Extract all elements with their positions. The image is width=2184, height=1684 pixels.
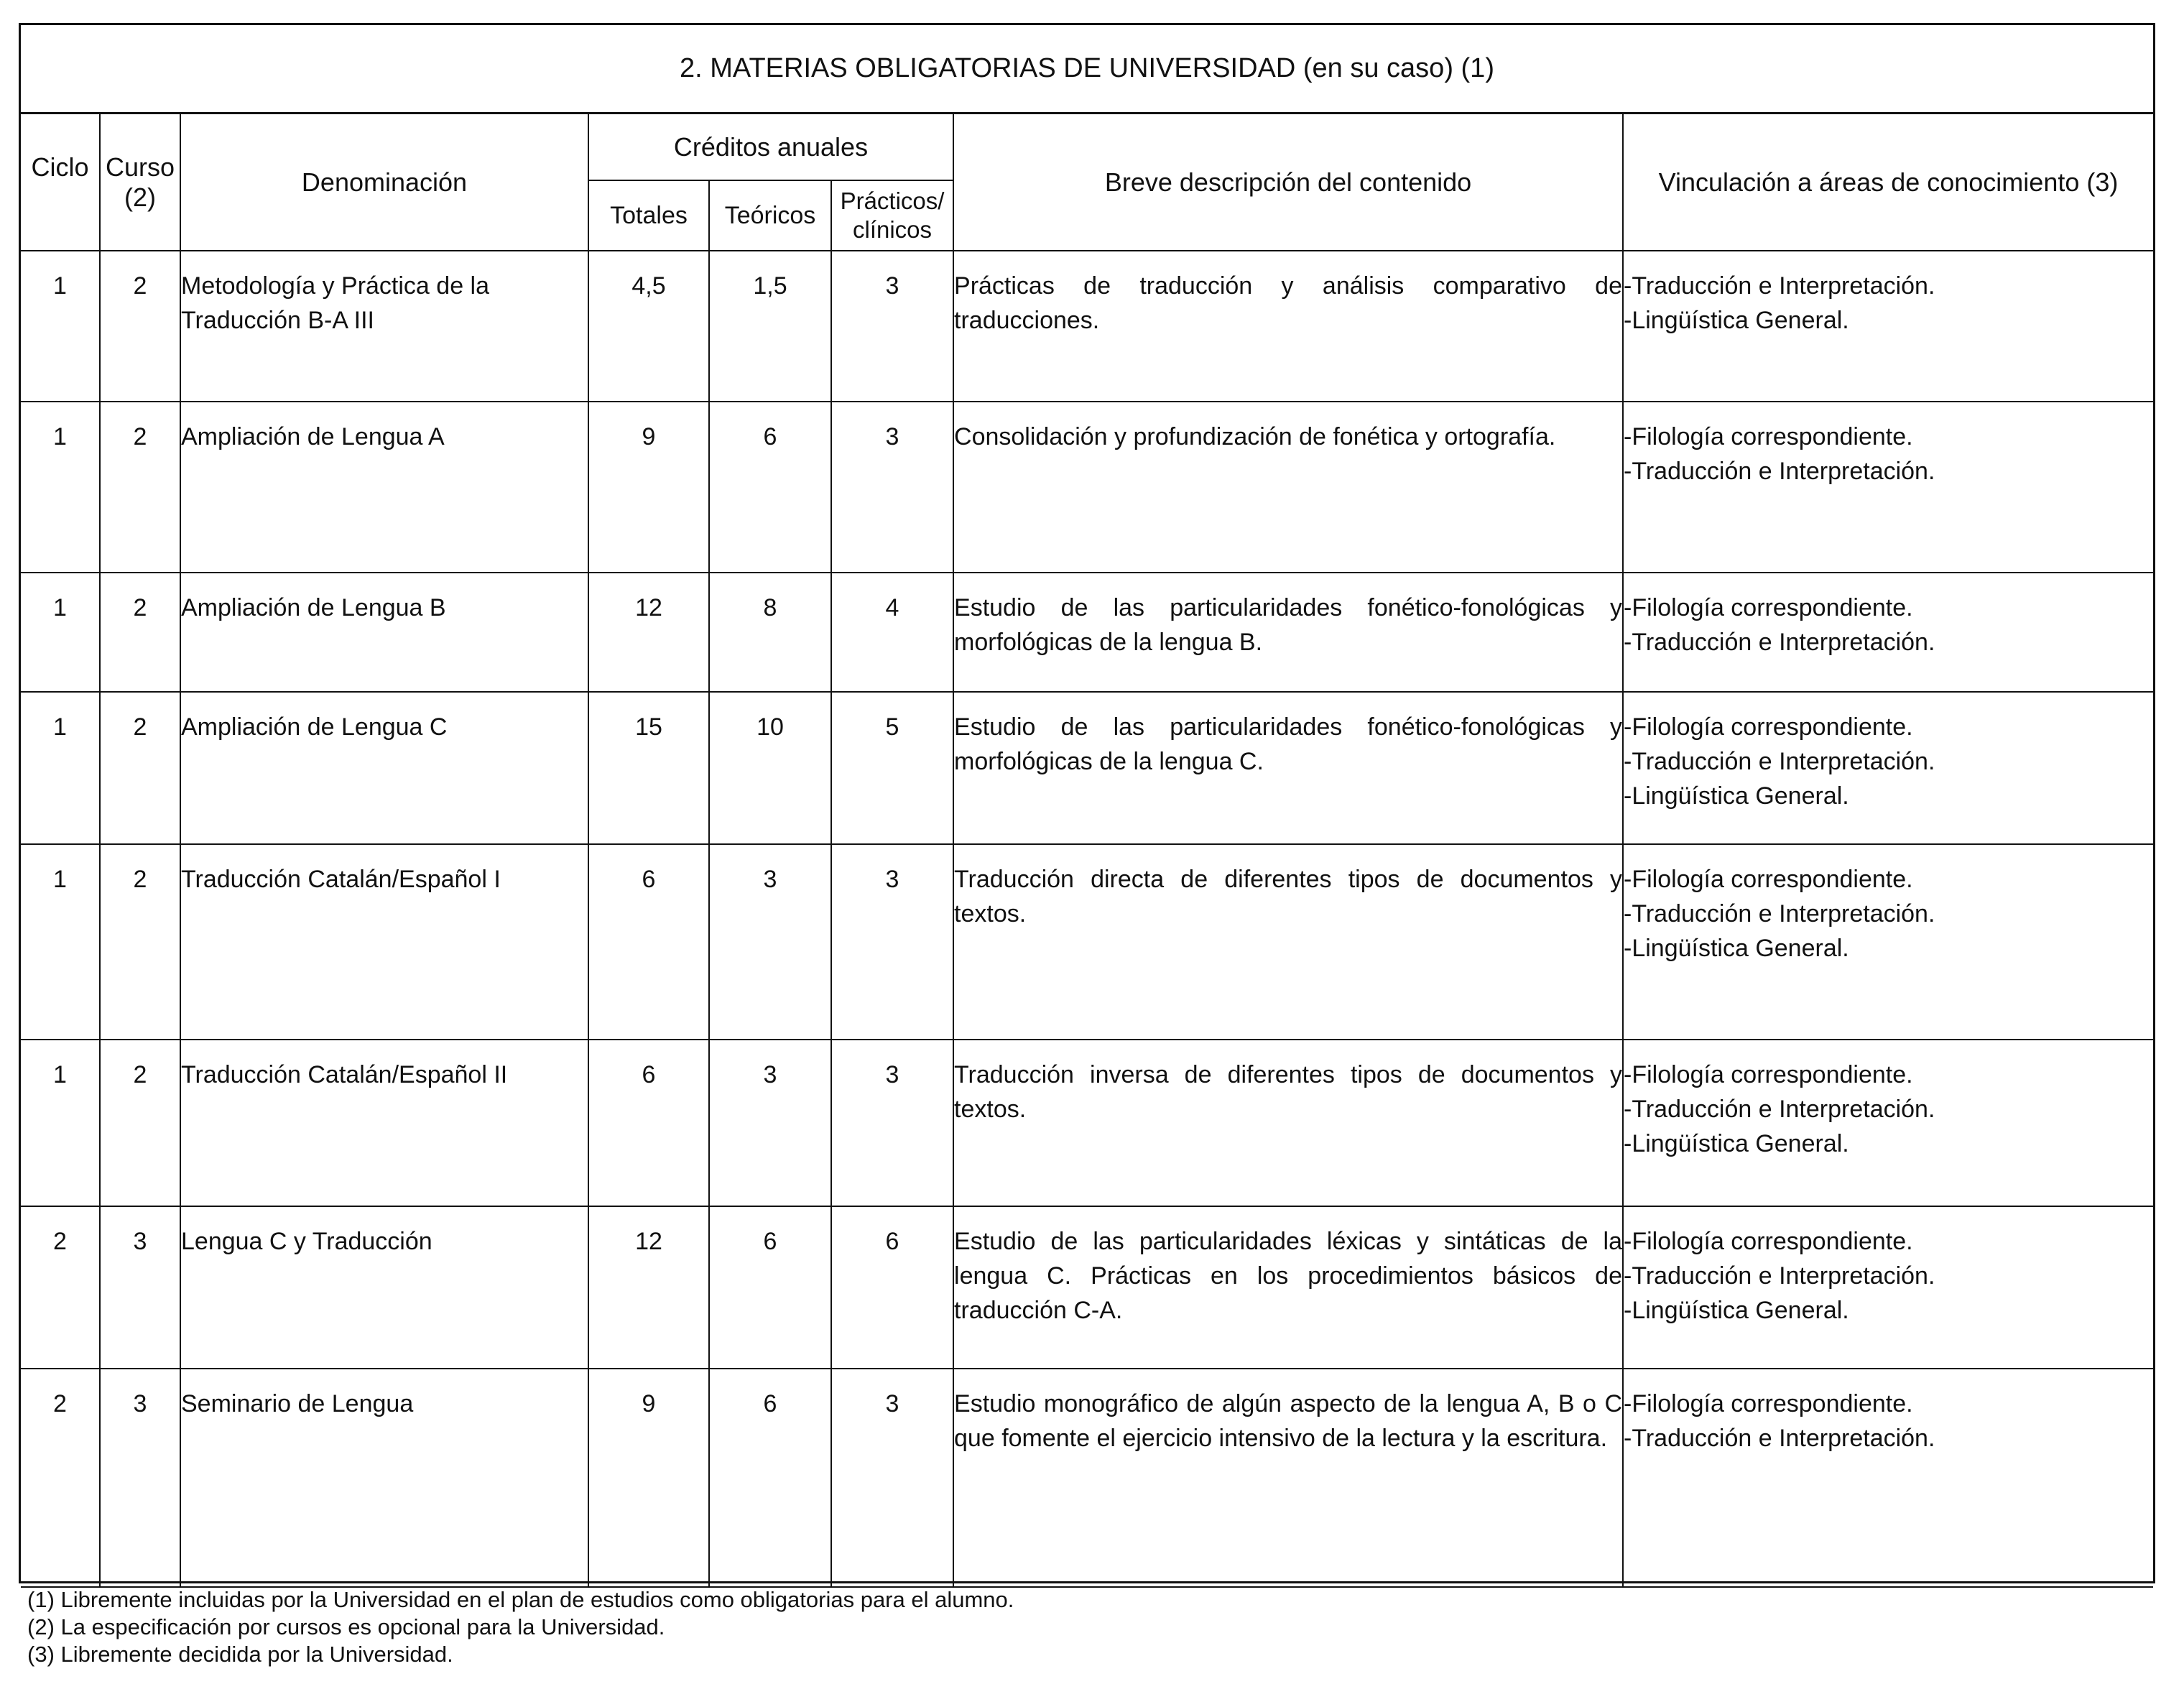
header-creditos-anuales: Créditos anuales [588, 114, 953, 180]
header-teoricos: Teóricos [709, 180, 831, 251]
creditos-practicos-cell: 3 [831, 844, 953, 1040]
ciclo-cell: 1 [21, 251, 100, 402]
creditos-teoricos-cell: 10 [709, 692, 831, 844]
footnote: (3) Libremente decidida por la Universidad. [27, 1642, 453, 1667]
curso-cell: 3 [100, 1369, 180, 1587]
curso-cell: 2 [100, 1040, 180, 1206]
header-ciclo: Ciclo [21, 114, 100, 251]
table-row [21, 251, 2153, 402]
vinculacion-cell [1623, 692, 2153, 844]
denominacion-cell: Metodología y Práctica de la Traducción B-A III [180, 251, 588, 402]
denominacion-cell: Ampliación de Lengua C [180, 692, 588, 844]
vinculacion-cell [1623, 1206, 2153, 1369]
vinculacion-cell [1623, 251, 2153, 402]
ciclo-cell: 1 [21, 573, 100, 692]
area-item: -Traducción e Interpretación. [1624, 629, 1935, 656]
area-item: -Filología correspondiente. [1624, 713, 1913, 741]
curso-cell: 2 [100, 844, 180, 1040]
creditos-teoricos-cell: 6 [709, 1369, 831, 1587]
creditos-practicos-cell: 3 [831, 251, 953, 402]
area-item: -Lingüística General. [1624, 307, 1849, 334]
area-item: -Traducción e Interpretación. [1624, 1425, 1935, 1452]
table-row [21, 573, 2153, 692]
descripcion-cell: Consolidación y profundización de fonética y ortografía. [953, 402, 1623, 573]
curso-cell: 3 [100, 1206, 180, 1369]
area-item: -Filología correspondiente. [1624, 1390, 1913, 1417]
creditos-totales-cell: 12 [588, 573, 709, 692]
denominacion-cell: Lengua C y Traducción [180, 1206, 588, 1369]
table-row [21, 1040, 2153, 1206]
area-item: -Traducción e Interpretación. [1624, 1096, 1935, 1123]
table-row [21, 844, 2153, 1040]
header-practicos: Prácticos/ clínicos [831, 180, 953, 251]
ciclo-cell: 1 [21, 1040, 100, 1206]
descripcion-cell: Prácticas de traducción y análisis comparativo de traducciones. [953, 251, 1623, 402]
area-item: -Lingüística General. [1624, 782, 1849, 810]
ciclo-cell: 2 [21, 1206, 100, 1369]
header-vinculacion: Vinculación a áreas de conocimiento (3) [1623, 114, 2153, 251]
header-totales: Totales [588, 180, 709, 251]
header-descripcion: Breve descripción del contenido [953, 114, 1623, 251]
descripcion-cell: Traducción inversa de diferentes tipos de documentos y textos. [953, 1040, 1623, 1206]
creditos-totales-cell: 12 [588, 1206, 709, 1369]
creditos-teoricos-cell: 3 [709, 1040, 831, 1206]
area-item: -Traducción e Interpretación. [1624, 272, 1935, 300]
subjects-table [21, 114, 2153, 1588]
curso-cell: 2 [100, 573, 180, 692]
denominacion-cell: Ampliación de Lengua B [180, 573, 588, 692]
creditos-totales-cell: 6 [588, 844, 709, 1040]
area-item: -Filología correspondiente. [1624, 1228, 1913, 1255]
header-row-1 [21, 114, 2153, 180]
descripcion-cell: Estudio de las particularidades léxicas y sintáticas de la lengua C. Prácticas en los procedimientos básicos de traducción C-A. [953, 1206, 1623, 1369]
creditos-practicos-cell: 4 [831, 573, 953, 692]
table-title: 2. MATERIAS OBLIGATORIAS DE UNIVERSIDAD (en su caso) (1) [21, 25, 2153, 114]
header-curso: Curso (2) [100, 114, 180, 251]
area-item: -Lingüística General. [1624, 1297, 1849, 1324]
area-item: -Lingüística General. [1624, 935, 1849, 962]
creditos-teoricos-cell: 3 [709, 844, 831, 1040]
creditos-practicos-cell: 3 [831, 402, 953, 573]
footnote: (2) La especificación por cursos es opcional para la Universidad. [27, 1614, 665, 1639]
area-item: -Filología correspondiente. [1624, 594, 1913, 621]
creditos-totales-cell: 15 [588, 692, 709, 844]
ciclo-cell: 2 [21, 1369, 100, 1587]
area-item: -Filología correspondiente. [1624, 866, 1913, 893]
creditos-totales-cell: 6 [588, 1040, 709, 1206]
vinculacion-cell [1623, 1040, 2153, 1206]
curso-cell: 2 [100, 402, 180, 573]
curso-cell: 2 [100, 251, 180, 402]
vinculacion-cell [1623, 573, 2153, 692]
ciclo-cell: 1 [21, 844, 100, 1040]
footnote: (1) Libremente incluidas por la Universidad en el plan de estudios como obligatorias para el alumno. [27, 1587, 1014, 1612]
table-row [21, 402, 2153, 573]
creditos-practicos-cell: 3 [831, 1369, 953, 1587]
vinculacion-cell [1623, 402, 2153, 573]
creditos-totales-cell: 9 [588, 402, 709, 573]
area-item: -Traducción e Interpretación. [1624, 900, 1935, 927]
denominacion-cell: Traducción Catalán/Español II [180, 1040, 588, 1206]
table-row [21, 1369, 2153, 1587]
descripcion-cell: Estudio de las particularidades fonético-fonológicas y morfológicas de la lengua C. [953, 692, 1623, 844]
creditos-teoricos-cell: 6 [709, 1206, 831, 1369]
creditos-totales-cell: 4,5 [588, 251, 709, 402]
header-denominacion: Denominación [180, 114, 588, 251]
vinculacion-cell [1623, 1369, 2153, 1587]
area-item: -Lingüística General. [1624, 1130, 1849, 1157]
area-item: -Traducción e Interpretación. [1624, 1262, 1935, 1290]
table-row [21, 1206, 2153, 1369]
descripcion-cell: Estudio monográfico de algún aspecto de la lengua A, B o C que fomente el ejercicio intensivo de la lectura y la escritura. [953, 1369, 1623, 1587]
creditos-teoricos-cell: 6 [709, 402, 831, 573]
vinculacion-cell [1623, 844, 2153, 1040]
subjects-form [19, 23, 2155, 1583]
denominacion-cell: Ampliación de Lengua A [180, 402, 588, 573]
descripcion-cell: Traducción directa de diferentes tipos de documentos y textos. [953, 844, 1623, 1040]
curso-cell: 2 [100, 692, 180, 844]
creditos-practicos-cell: 5 [831, 692, 953, 844]
descripcion-cell: Estudio de las particularidades fonético-fonológicas y morfológicas de la lengua B. [953, 573, 1623, 692]
creditos-teoricos-cell: 8 [709, 573, 831, 692]
area-item: -Traducción e Interpretación. [1624, 458, 1935, 485]
creditos-practicos-cell: 6 [831, 1206, 953, 1369]
ciclo-cell: 1 [21, 692, 100, 844]
ciclo-cell: 1 [21, 402, 100, 573]
creditos-practicos-cell: 3 [831, 1040, 953, 1206]
footnotes [27, 1586, 1014, 1668]
denominacion-cell: Traducción Catalán/Español I [180, 844, 588, 1040]
area-item: -Traducción e Interpretación. [1624, 748, 1935, 775]
area-item: -Filología correspondiente. [1624, 1061, 1913, 1088]
area-item: -Filología correspondiente. [1624, 423, 1913, 450]
creditos-teoricos-cell: 1,5 [709, 251, 831, 402]
table-row [21, 692, 2153, 844]
creditos-totales-cell: 9 [588, 1369, 709, 1587]
denominacion-cell: Seminario de Lengua [180, 1369, 588, 1587]
